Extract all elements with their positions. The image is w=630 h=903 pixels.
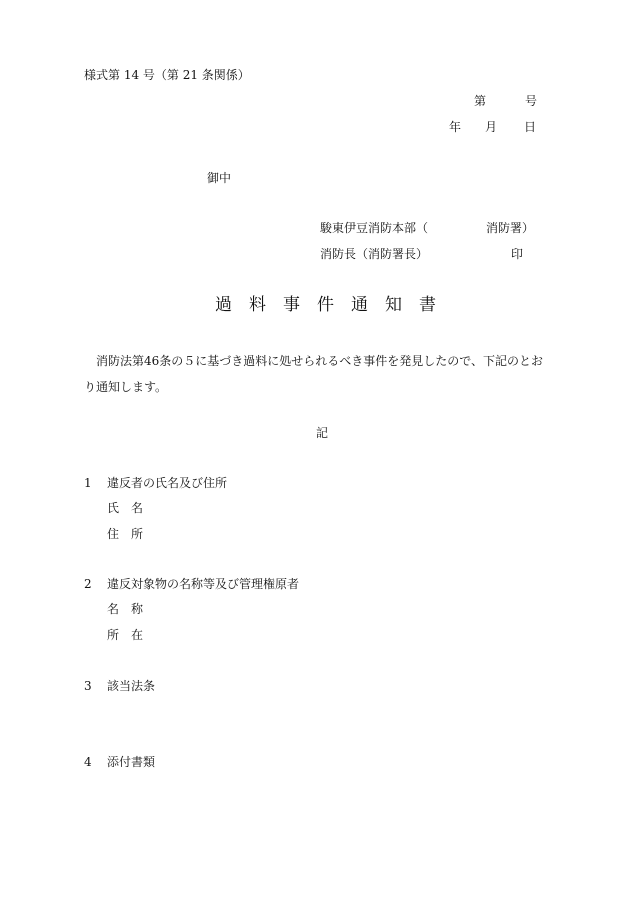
seal-mark: 印	[511, 247, 524, 261]
item-sub-label: 氏名	[107, 501, 156, 515]
title-char: 事	[283, 295, 300, 315]
addressee: 御中	[207, 171, 232, 185]
item-sub-label: 名称	[107, 602, 156, 616]
item-title: 添付書類	[107, 755, 156, 769]
item-number: 4	[84, 755, 92, 769]
item-sub-label: 住所	[107, 527, 156, 541]
body-paragraph: 消防法第46条の５に基づき過料に処せられるべき事件を発見したので、下記のとおり通知します。	[84, 354, 544, 394]
ki-heading: 記	[316, 426, 329, 440]
title-char: 書	[419, 295, 436, 315]
date-year-label: 年	[449, 120, 462, 134]
issuer-organization: 駿東伊豆消防本部（	[320, 221, 429, 235]
title-char: 通	[351, 295, 368, 315]
form-number: 様式第 14 号（第 21 条関係）	[84, 68, 250, 82]
document-number-suffix: 号	[525, 94, 538, 108]
item-title: 違反者の氏名及び住所	[107, 476, 228, 490]
title-char: 料	[249, 295, 266, 315]
item-number: 2	[84, 577, 92, 591]
item-number: 3	[84, 679, 92, 693]
title-char: 件	[317, 295, 334, 315]
issuer-title: 消防長（消防署長）	[320, 247, 429, 261]
title-char: 過	[215, 295, 232, 315]
date-day-label: 日	[524, 120, 537, 134]
date-month-label: 月	[485, 120, 498, 134]
item-sub-label: 所在	[107, 628, 156, 642]
document-number-prefix: 第	[474, 94, 487, 108]
issuer-station: 消防署）	[486, 221, 535, 235]
item-title: 該当法条	[107, 679, 156, 693]
item-number: 1	[84, 476, 92, 490]
item-title: 違反対象物の名称等及び管理権原者	[107, 577, 300, 591]
document-title	[215, 297, 436, 314]
title-char: 知	[385, 295, 402, 315]
